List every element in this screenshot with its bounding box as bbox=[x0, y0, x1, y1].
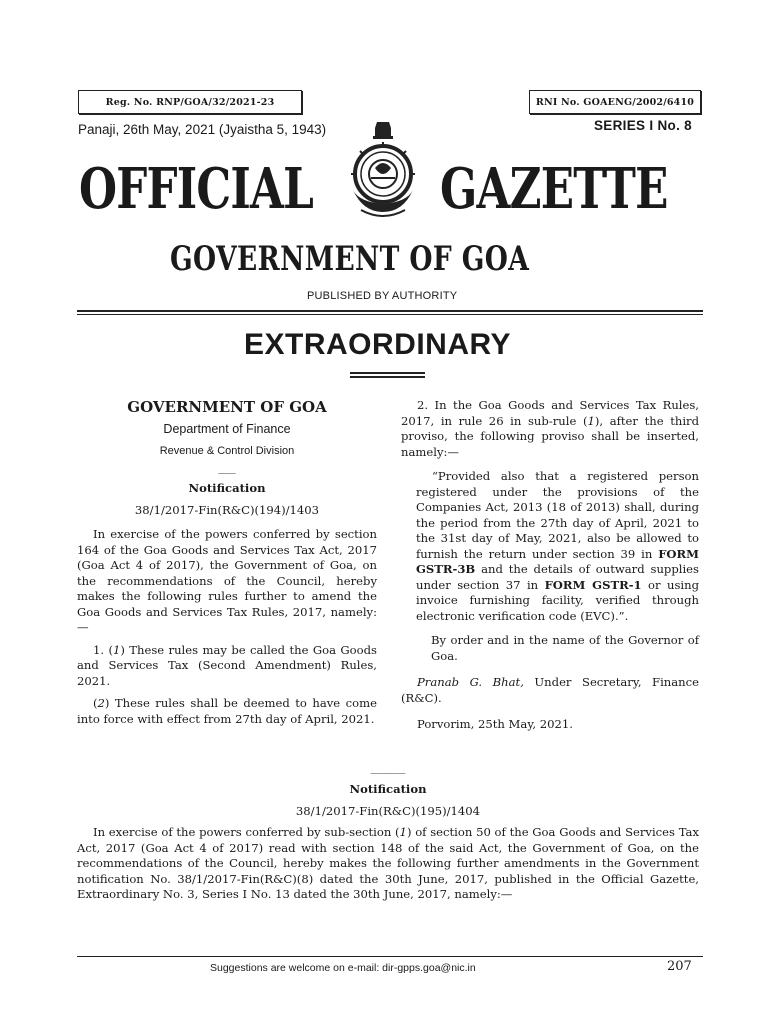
extraordinary-title: EXTRAORDINARY bbox=[244, 328, 512, 361]
second-notification-number: 38/1/2017-Fin(R&C)(195)/1404 bbox=[295, 803, 481, 818]
rni-no-box bbox=[529, 90, 701, 114]
second-notification-heading: Notification bbox=[349, 782, 427, 796]
header-rule-top bbox=[77, 310, 703, 312]
government-title: GOVERNMENT OF GOA bbox=[170, 239, 530, 279]
header-rule-bottom bbox=[77, 314, 703, 315]
page-number: 207 bbox=[667, 959, 692, 974]
left-para-3: (2) These rules shall be deemed to have come into force with effect from 27th day of April, 2021. bbox=[77, 696, 377, 726]
left-dash: ___ bbox=[218, 460, 236, 474]
department: Department of Finance bbox=[163, 422, 291, 436]
footer-suggestions: Suggestions are welcome on e-mail: dir-gpps.goa@nic.in bbox=[210, 962, 476, 974]
right-signer: Pranab G. Bhat, Under Secretary, Finance (R&C). bbox=[401, 675, 699, 705]
extraordinary-underline-1 bbox=[350, 372, 425, 374]
footer-rule bbox=[77, 956, 703, 957]
reg-no: Reg. No. RNP/GOA/32/2021-23 bbox=[105, 96, 275, 108]
goa-emblem-icon bbox=[345, 118, 421, 228]
second-para: In exercise of the powers conferred by sub-section (1) of section 50 of the Goa Goods and Services Tax Act, 2017 (Goa Act 4 of 2017) read with section 148 of the said Act, the Government of Goa, on the recommendations of the Council, hereby makes the following further amendments in the Government notification No. 38/1/2017-Fin(R&C)(8) dated the 30th June, 2017, published in the Official Gazette, Extraordinary No. 3, Series I No. 13 dated the 30th June, 2017, namely:— bbox=[77, 825, 699, 901]
extraordinary-underline-2 bbox=[350, 376, 425, 378]
second-dash: ______ bbox=[370, 760, 406, 774]
left-column bbox=[77, 398, 377, 727]
right-para-1: 2. In the Goa Goods and Services Tax Rules, 2017, in rule 26 in sub-rule (1), after the third proviso, the following proviso shall be inserted, namely:— bbox=[401, 398, 699, 459]
right-place-date: Porvorim, 25th May, 2021. bbox=[417, 717, 573, 731]
left-heading: GOVERNMENT OF GOA bbox=[127, 398, 327, 416]
series-number: SERIES I No. 8 bbox=[594, 118, 692, 133]
date-line: Panaji, 26th May, 2021 (Jyaistha 5, 1943) bbox=[78, 122, 327, 137]
division: Revenue & Control Division bbox=[159, 444, 295, 457]
rni-no: RNI No. GOAENG/2002/6410 bbox=[535, 96, 695, 108]
right-quote: “Provided also that a registered person registered under the provisions of the Companies Act, 2013 (18 of 2013) shall, during the period from the 27th day of April, 2021 to the 31st day of May, 2021, also be allowed to furnish the return under section 39 in FORM GSTR-3B and the details of outward supplies under section 37 in FORM GSTR-1 or using invoice furnishing facility, verified through electronic verification code (EVC).”. bbox=[416, 469, 700, 623]
gazette-title-gazette: GAZETTE bbox=[440, 156, 668, 222]
left-para-1: In exercise of the powers conferred by section 164 of the Goa Goods and Services Tax Act, 2017 (Goa Act 4 of 2017), the Government of Goa, on the recommendations of the Council, hereby makes the following rules further to amend the Goa Goods and Services Tax Rules, 2017, namely:— bbox=[77, 527, 377, 634]
gazette-title-official: OFFICIAL bbox=[79, 156, 314, 222]
right-order: By order and in the name of the Governor of Goa. bbox=[431, 633, 699, 663]
reg-no-box bbox=[78, 90, 302, 114]
left-para-2: 1. (1) These rules may be called the Goa Goods and Services Tax (Second Amendment) Rules, 2021. bbox=[77, 642, 377, 688]
published-by-authority: PUBLISHED BY AUTHORITY bbox=[307, 290, 458, 302]
second-notification bbox=[77, 762, 699, 903]
right-column bbox=[401, 398, 699, 733]
left-notification-number: 38/1/2017-Fin(R&C)(194)/1403 bbox=[134, 502, 320, 517]
left-notification-heading: Notification bbox=[188, 481, 266, 495]
